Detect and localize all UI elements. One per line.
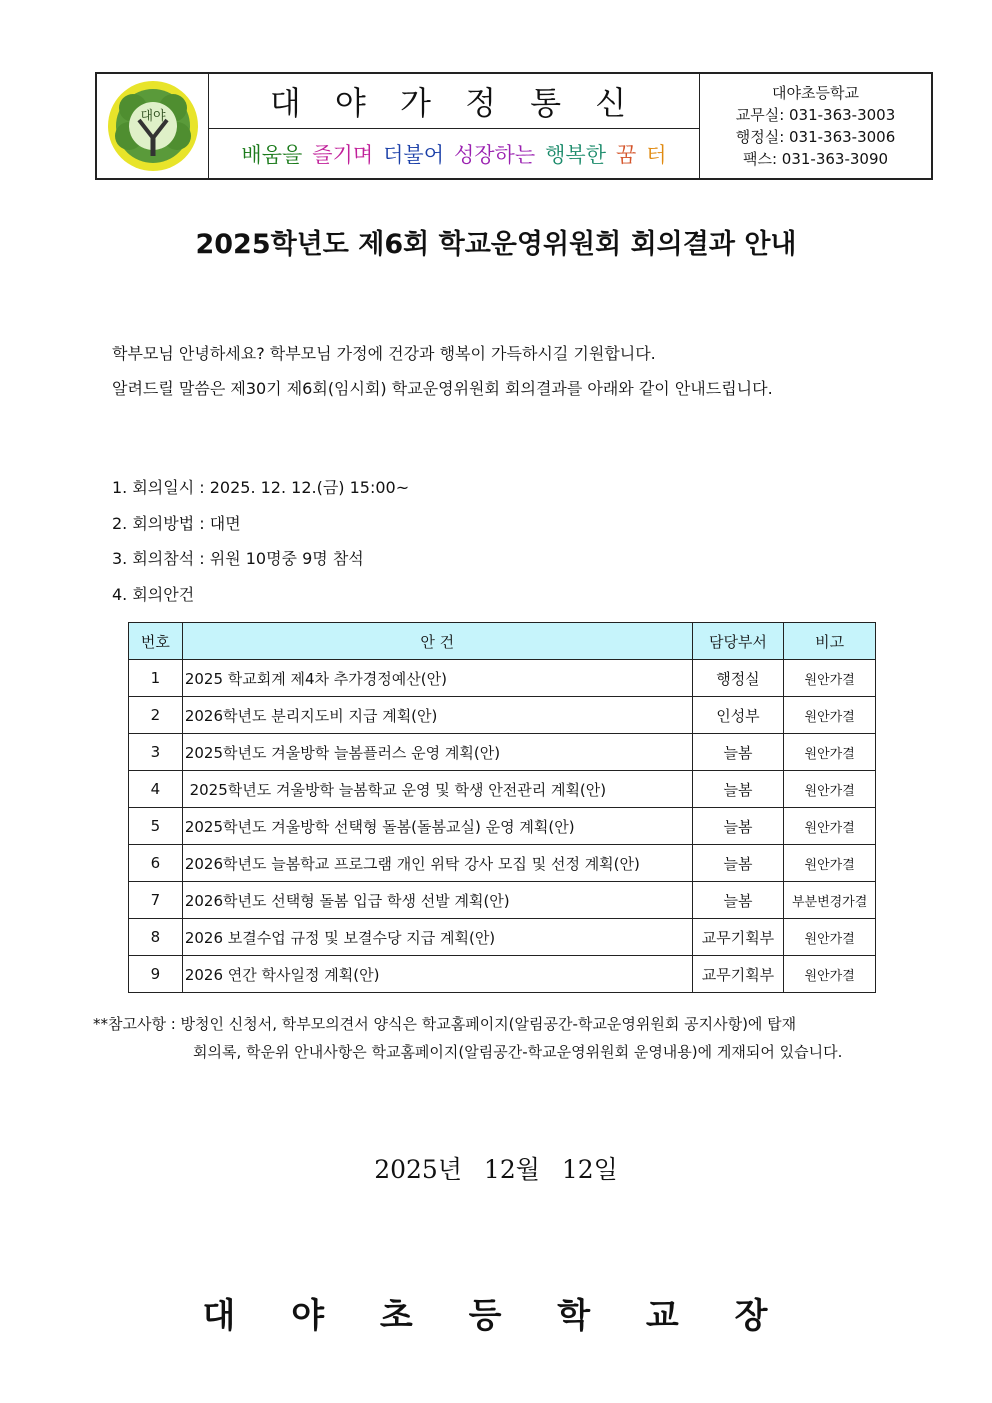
row-department: 늘봄: [692, 882, 784, 919]
row-number: 8: [129, 919, 183, 956]
contact-admin-office: 행정실: 031-363-3006: [735, 128, 896, 146]
meeting-method: 2. 회의방법 : 대면: [112, 513, 241, 533]
agenda-table: [128, 622, 876, 993]
row-department: 교무기획부: [692, 956, 784, 993]
header-number: 번호: [129, 623, 183, 660]
row-department: 늘봄: [692, 808, 784, 845]
row-number: 5: [129, 808, 183, 845]
reference-note: [93, 1010, 842, 1066]
meeting-datetime: 1. 회의일시 : 2025. 12. 12.(금) 15:00~: [112, 478, 410, 497]
contact-academic-office: 교무실: 031-363-3003: [735, 106, 896, 124]
row-remarks: 원안가결: [784, 660, 876, 697]
row-remarks: 원안가결: [784, 734, 876, 771]
note-line-1: **참고사항 : 방청인 신청서, 학부모의견서 양식은 학교홈페이지(알림공간-학교운영위원회 공지사항)에 탑재: [93, 1015, 797, 1033]
slogan-word: 성장하는: [453, 142, 536, 167]
document-date: 2025년 12월 12일: [374, 1155, 618, 1184]
row-number: 7: [129, 882, 183, 919]
row-remarks: 부분변경가결: [784, 882, 876, 919]
row-agenda: 2026학년도 늘봄학교 프로그램 개인 위탁 강사 모집 및 선정 계획(안): [182, 845, 692, 882]
row-remarks: 원안가결: [784, 808, 876, 845]
slogan-word: 행복한: [545, 142, 606, 167]
slogan-word: 터: [646, 142, 667, 167]
slogan-word: 배움을: [241, 142, 303, 167]
school-logo-emblem-icon: [103, 80, 203, 172]
row-remarks: 원안가결: [784, 919, 876, 956]
slogan-word: 꿈: [616, 142, 637, 167]
row-remarks: 원안가결: [784, 697, 876, 734]
row-agenda: 2026 보결수업 규정 및 보결수당 지급 계획(안): [182, 919, 692, 956]
row-department: 늘봄: [692, 734, 784, 771]
intro-line: 알려드릴 말씀은 제30기 제6회(임시회) 학교운영위원회 회의결과를 아래와 같이 안내드립니다.: [112, 379, 773, 398]
row-number: 1: [129, 660, 183, 697]
row-agenda: 2025 학교회계 제4차 추가경정예산(안): [182, 660, 692, 697]
slogan-word: 즐기며: [312, 142, 374, 167]
logo-text: 대야: [139, 109, 166, 124]
school-contact-info: [700, 74, 931, 178]
table-row: [129, 882, 876, 919]
contact-fax: 팩스: 031-363-3090: [742, 150, 889, 168]
school-name: 대야초등학교: [772, 84, 859, 102]
row-agenda: 2025학년도 겨울방학 선택형 돌봄(돌봄교실) 운영 계획(안): [182, 808, 692, 845]
row-remarks: 원안가결: [784, 956, 876, 993]
principal-signature: 대 야 초 등 학 교 장: [202, 1296, 790, 1336]
row-department: 늘봄: [692, 771, 784, 808]
table-row: [129, 771, 876, 808]
school-logo: [97, 74, 209, 178]
header-remarks: 비고: [784, 623, 876, 660]
table-row: [129, 734, 876, 771]
row-remarks: 원안가결: [784, 771, 876, 808]
row-department: 교무기획부: [692, 919, 784, 956]
row-number: 2: [129, 697, 183, 734]
row-number: 6: [129, 845, 183, 882]
intro-line: 학부모님 안녕하세요? 학부모님 가정에 건강과 행복이 가득하시길 기원합니다.: [112, 344, 656, 363]
table-row: [129, 956, 876, 993]
meeting-attendance: 3. 회의참석 : 위원 10명중 9명 참석: [112, 549, 364, 568]
header-agenda: 안 건: [182, 623, 692, 660]
row-agenda: 2025학년도 겨울방학 늘봄학교 운영 및 학생 안전관리 계획(안): [182, 771, 692, 808]
newsletter-title: 대 야 가 정 통 신: [209, 74, 699, 129]
table-row: [129, 845, 876, 882]
table-row: [129, 919, 876, 956]
slogan-word: 더불어: [383, 142, 444, 167]
school-slogan: [209, 129, 699, 178]
header-department: 담당부서: [692, 623, 784, 660]
table-header-row: [129, 623, 876, 660]
row-agenda: 2026 연간 학사일정 계획(안): [182, 956, 692, 993]
row-number: 9: [129, 956, 183, 993]
newsletter-header: [95, 72, 933, 180]
row-department: 행정실: [692, 660, 784, 697]
row-agenda: 2026학년도 선택형 돌봄 입급 학생 선발 계획(안): [182, 882, 692, 919]
row-department: 인성부: [692, 697, 784, 734]
intro-paragraph: [112, 336, 773, 406]
meeting-details: [112, 470, 409, 612]
row-department: 늘봄: [692, 845, 784, 882]
table-row: [129, 808, 876, 845]
row-remarks: 원안가결: [784, 845, 876, 882]
table-row: [129, 660, 876, 697]
table-row: [129, 697, 876, 734]
document-title: 2025학년도 제6회 학교운영위원회 회의결과 안내: [195, 229, 797, 260]
row-agenda: 2026학년도 분리지도비 지급 계획(안): [182, 697, 692, 734]
row-number: 3: [129, 734, 183, 771]
row-number: 4: [129, 771, 183, 808]
note-line-2: 회의록, 학운위 안내사항은 학교홈페이지(알림공간-학교운영위원회 운영내용)에 게재되어 있습니다.: [193, 1043, 843, 1061]
meeting-agenda-heading: 4. 회의안건: [112, 584, 195, 604]
row-agenda: 2025학년도 겨울방학 늘봄플러스 운영 계획(안): [182, 734, 692, 771]
agenda-table-body: [129, 660, 876, 993]
